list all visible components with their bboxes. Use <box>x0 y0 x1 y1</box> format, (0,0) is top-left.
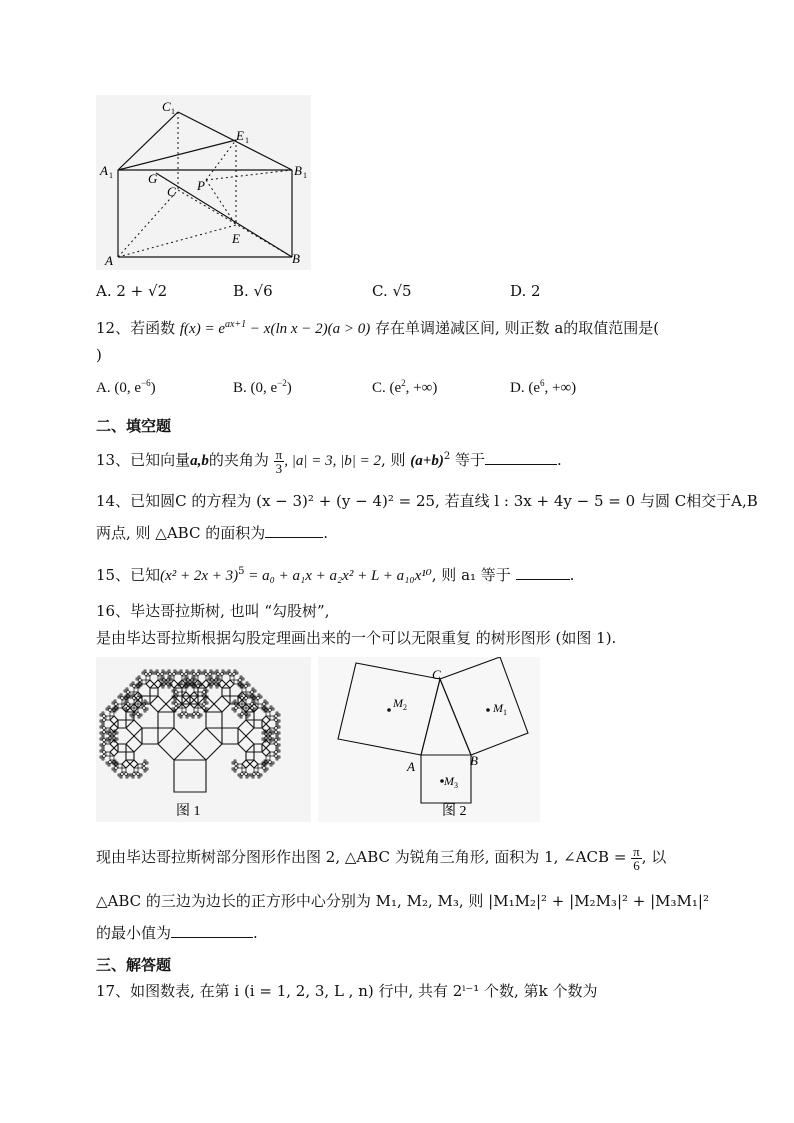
q13-answer-blank <box>485 450 557 465</box>
svg-text:2: 2 <box>403 703 407 712</box>
label-e: E <box>232 231 240 246</box>
pythagoras-tree-figure-1 <box>96 657 311 822</box>
q14-line2: 两点, 则 △ABC 的面积为 . <box>96 524 329 542</box>
label-c1-sub: 1 <box>171 107 175 116</box>
fig2-label-a: A <box>407 759 415 774</box>
label-c: C <box>167 184 176 199</box>
point-m1 <box>486 708 490 712</box>
q11-option-c: C. √5 <box>372 282 412 300</box>
svg-text:1: 1 <box>503 708 507 717</box>
q12-option-d: D. ($e^6$, +∞) <box>510 378 577 396</box>
label-e1: E <box>236 128 244 143</box>
q16-line4: △ABC 的三边为边长的正方形中心分别为 M₁, M₂, M₃, 则 |M₁M₂|² + |M₂M₃|² + |M₃M₁|² <box>96 892 709 910</box>
figure-2-caption: 图 2 <box>442 804 467 819</box>
label-g: G <box>148 171 158 186</box>
q16-answer-blank <box>171 923 253 938</box>
label-c1: C <box>162 99 171 114</box>
q12-option-c: C. ($e^2$, +∞) <box>372 378 438 396</box>
label-b1: B <box>294 163 302 178</box>
section-3-heading: 三、解答题 <box>96 956 172 974</box>
q16-line3: 现由毕达哥拉斯树部分图形作出图 2, △ABC 为锐角三角形, 面积为 1, ∠ACB = $\frac{\pi}{6}$ , 以 <box>96 843 667 873</box>
label-p: P <box>197 178 205 193</box>
q12-option-b: B. (0, $e^{-2}$) <box>233 378 292 396</box>
q13-fraction: $\frac{\pi}{3}$ <box>275 446 283 476</box>
label-e1-sub: 1 <box>245 136 249 145</box>
q17: 17、如图数表, 在第 i (i = 1, 2, 3, L , n) 行中, 共有 2ⁱ⁻¹ 个数, 第k 个数为 <box>96 982 598 1000</box>
q12-func: f(x) = e <box>179 321 225 337</box>
q12-number: 12、若函数 <box>96 319 176 337</box>
svg-text:M: M <box>493 701 503 715</box>
section-2-heading: 二、填空题 <box>96 417 172 435</box>
label-a: A <box>105 253 113 268</box>
svg-text:M: M <box>393 696 403 710</box>
point-m2 <box>387 708 391 712</box>
q12-func-rest: − x(ln x − 2)(a > 0) <box>246 321 371 337</box>
label-b: B <box>292 251 300 266</box>
q16-line1: 16、毕达哥拉斯树, 也叫 “勾股树”, <box>96 602 330 620</box>
svg-text:M: M <box>444 774 454 788</box>
figure-1-caption: 图 1 <box>176 804 201 819</box>
q12-exp: ax+1 <box>224 319 247 330</box>
q13: 13、已知向量a,b的夹角为 $\frac{\pi}{3}$ , |a| = 3, |b| = 2, 则 $(a+b)^2$ 等于 . <box>96 446 562 476</box>
q11-option-b: B. √6 <box>233 282 273 300</box>
q16-line2: 是由毕达哥拉斯根据勾股定理画出来的一个可以无限重复 的树形图形 (如图 1). <box>96 629 617 647</box>
fig2-label-b: B <box>470 753 478 768</box>
q14-answer-blank <box>265 523 323 538</box>
label-b1-sub: 1 <box>303 171 307 180</box>
q11-option-d: D. 2 <box>510 282 541 300</box>
q12-text: 存在单调递减区间, 则正数 a的取值范围是( <box>375 319 660 337</box>
q15: 15、已知$(x^2 + 2x + 3)^5 = a_0 + a_1x + a_2x^2 + L + a_{10}x^{10}$, 则 a₁ 等于 . <box>96 566 575 584</box>
q11-option-a: A. 2 + √2 <box>96 282 168 300</box>
label-a1-sub: 1 <box>109 171 113 180</box>
fig2-label-c: C <box>432 667 441 682</box>
prism-figure <box>96 95 311 270</box>
triangle-squares-figure-2 <box>318 657 540 822</box>
label-a1: A <box>100 163 108 178</box>
q16-line5: 的最小值为 . <box>96 924 258 942</box>
q15-answer-blank <box>516 565 570 580</box>
q14-line1: 14、已知圆C 的方程为 (x − 3)² + (y − 4)² = 25, 若直线 l : 3x + 4y − 5 = 0 与圆 C相交于A,B <box>96 492 758 510</box>
q12-option-a: A. (0, $e^{-6}$) <box>96 378 156 396</box>
q12-stem <box>96 314 659 340</box>
svg-text:3: 3 <box>454 781 458 790</box>
q12-line2: ) <box>96 346 102 364</box>
